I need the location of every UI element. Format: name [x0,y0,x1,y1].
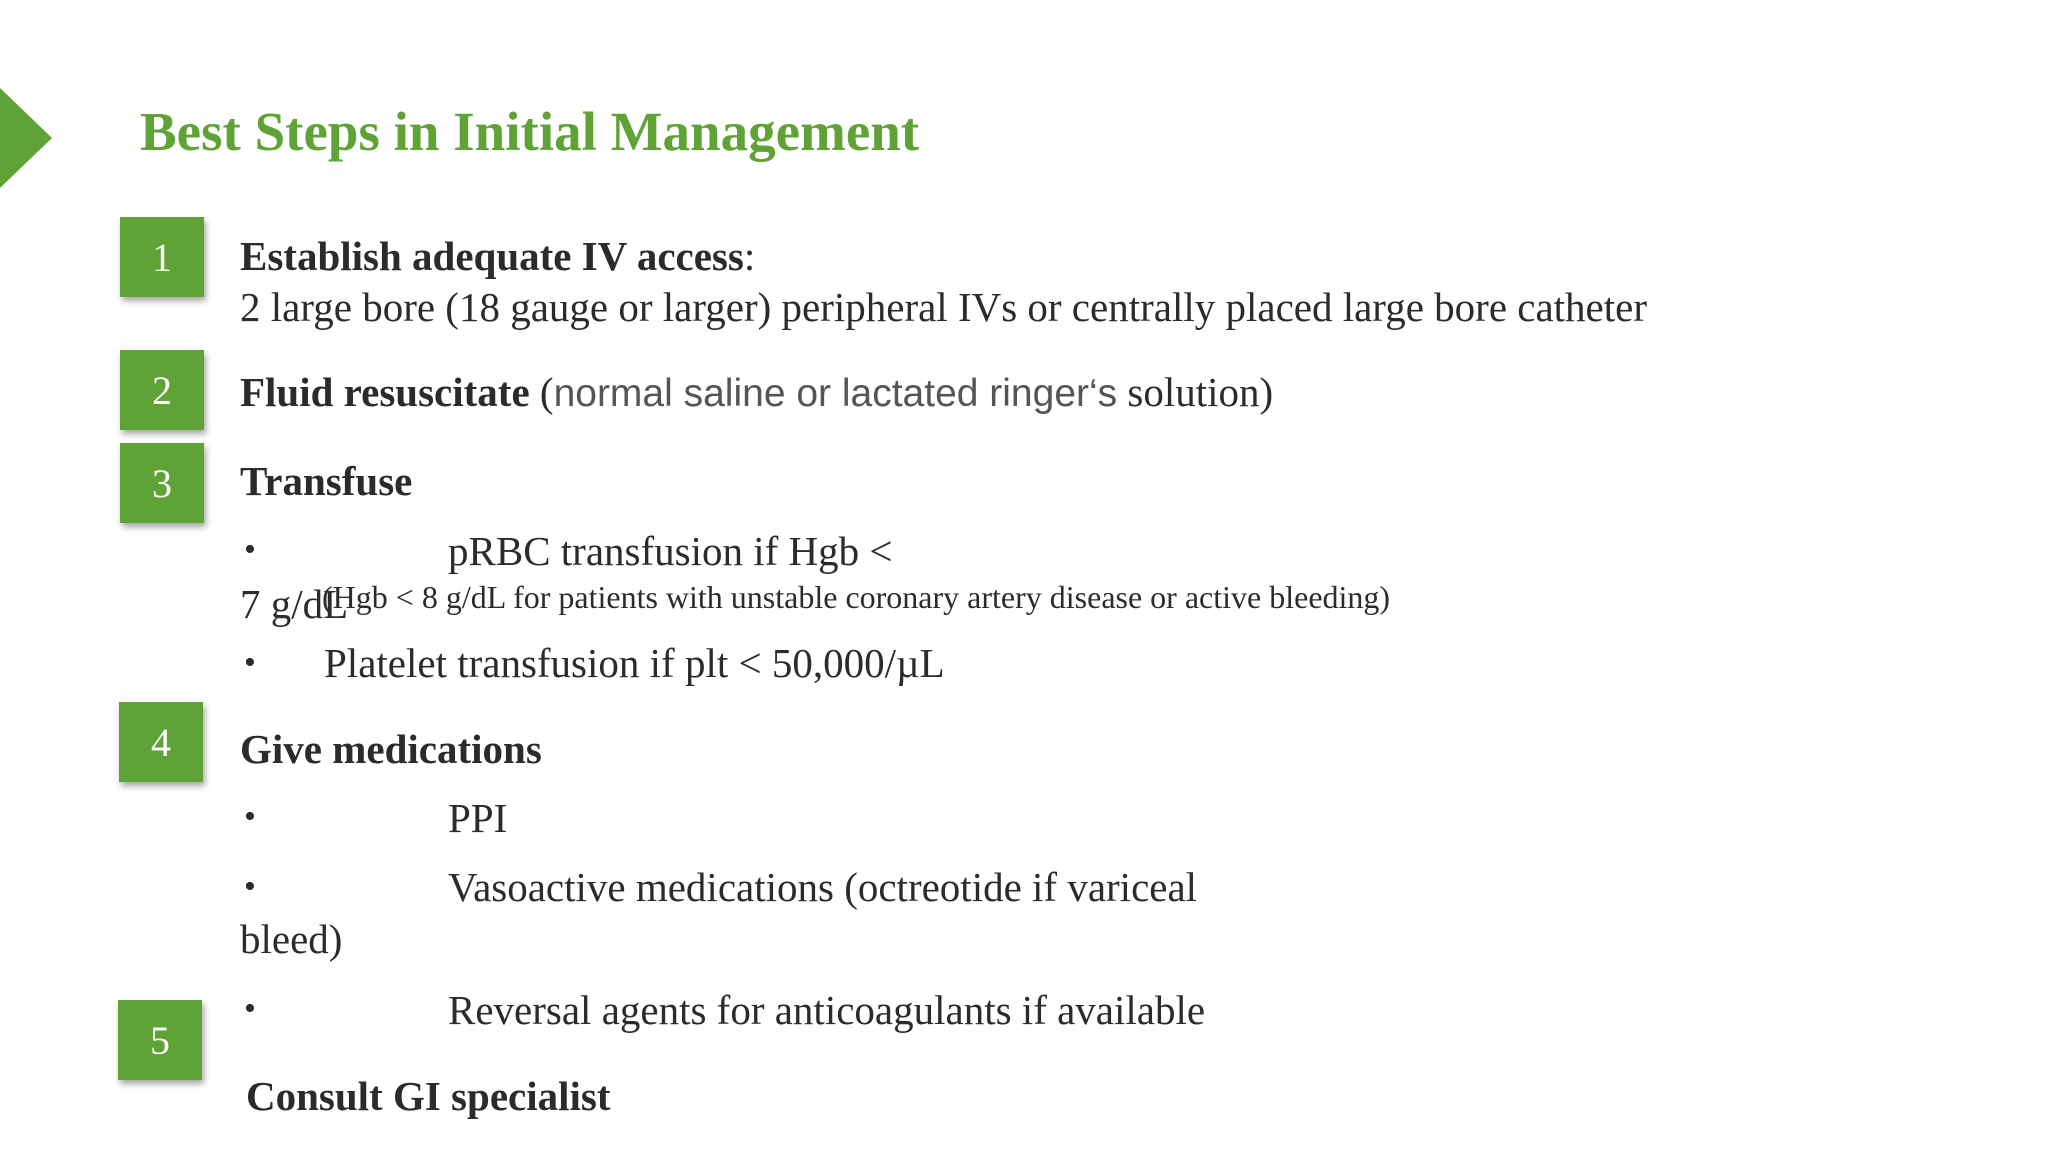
step-3-bullet-1-marker: • [244,531,256,568]
step-1-heading-suffix: : [743,233,756,279]
slide-title: Best Steps in Initial Management [140,101,920,162]
step-3-bullet-1-wrap: 7 g/dL [240,581,349,627]
step-4-bullet-3-text: Reversal agents for anticoagulants if available [448,987,1206,1033]
slide-arrow-marker [0,88,52,188]
step-2-paren-open: ( [529,369,554,415]
step-2-detail-tail: solution) [1117,369,1274,415]
step-badge-5: 5 [118,1000,202,1080]
step-4-bullet-3-marker: • [244,990,256,1027]
step-3-bullet-2-text: Platelet transfusion if plt < 50,000/µL [324,640,945,686]
step-4-bullet-2-wrap: bleed) [240,916,343,962]
step-4-bullet-2-marker: • [244,868,256,905]
step-3-bullet-1-text: pRBC transfusion if Hgb < [448,528,893,574]
step-4-heading: Give medications [240,726,542,772]
step-4-bullet-1-text: PPI [448,795,508,841]
step-3-bullet-1-note: (Hgb < 8 g/dL for patients with unstable coronary artery disease or active bleeding) [322,579,1391,615]
step-badge-1: 1 [120,217,204,297]
step-5-heading: Consult GI specialist [246,1073,611,1119]
step-badge-4: 4 [119,702,203,782]
step-3-heading: Transfuse [240,458,413,504]
step-4-bullet-2-text: Vasoactive medications (octreotide if variceal [448,864,1198,910]
step-1-heading-text: Establish adequate IV access [240,233,744,279]
step-4-bullet-1-marker: • [244,798,256,835]
step-2-detail-sans: normal saline or lactated ringer‘s [553,372,1118,415]
step-badge-3: 3 [120,443,204,523]
step-badge-2: 2 [120,350,204,430]
step-1-detail: 2 large bore (18 gauge or larger) peripheral IVs or centrally placed large bore catheter [240,284,1647,330]
step-1-heading [240,233,756,279]
step-2-line [240,369,1274,415]
step-3-bullet-2-marker: • [244,644,256,681]
step-2-heading: Fluid resuscitate [240,369,530,415]
